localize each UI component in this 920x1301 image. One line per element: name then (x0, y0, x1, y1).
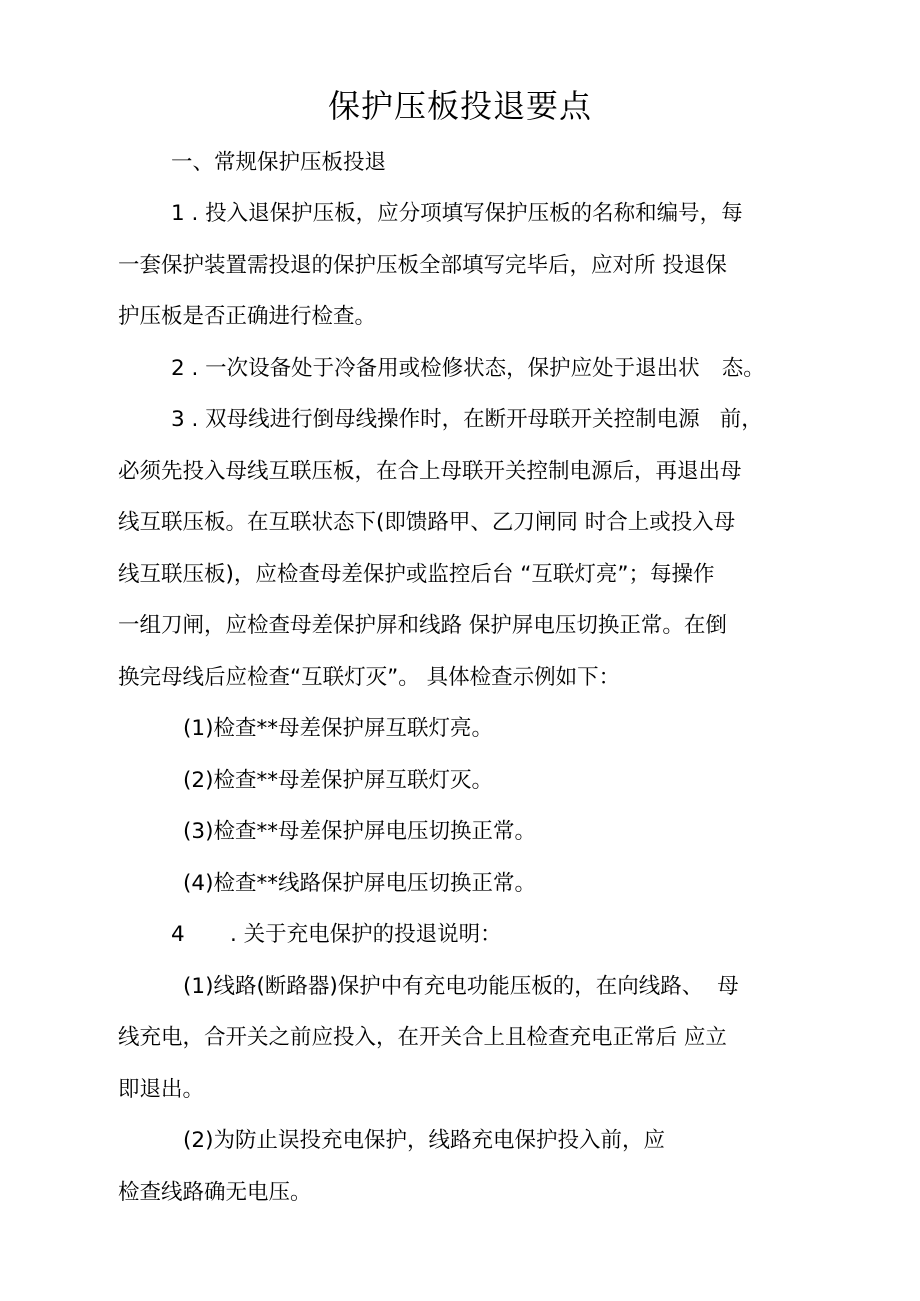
item4-sub1-line1 (183, 972, 739, 1002)
item4-heading: . 关于充电保护的投退说明： (230, 922, 502, 947)
item3-line1a: 3 . 双母线进行倒母线操作时，在断开母联开关控制电源 (171, 407, 700, 432)
item4-sub1-line1a: (1)线路(断路器)保护中有充电功能压板的，在向线路、 (183, 974, 704, 999)
section-heading: 一、常规保护压板投退 (171, 150, 387, 175)
item3-line2: 必须先投入母线互联压板，在合上母联开关控制电源后，再退出母 (118, 459, 742, 484)
item3-line1b: 前， (719, 407, 763, 432)
item2-line1 (171, 354, 765, 384)
item4-number: 4 (171, 922, 185, 947)
item1-line3: 护压板是否正确进行检查。 (118, 304, 377, 329)
item1-line2: 一套保护装置需投退的保护压板全部填写完毕后，应对所 投退保 (118, 253, 727, 278)
item3-line6: 换完母线后应检查“互联灯灭”。 具体检查示例如下： (118, 665, 621, 690)
item2-line1a: 2 . 一次设备处于冷备用或检修状态，保护应处于退出状 (171, 356, 700, 381)
item4-sub1-line1b: 母 (717, 974, 739, 999)
item3-line5: 一组刀闸，应检查母差保护屏和线路 保护屏电压切换正常。在倒 (118, 613, 727, 638)
item3-line4: 线互联压板)，应检查母差保护或监控后台 “互联灯亮”；每操作 (118, 562, 715, 587)
example-item-1: (1)检查**母差保护屏互联灯亮。 (183, 716, 493, 741)
item2-line1b: 态。 (721, 356, 765, 381)
document-title: 保护压板投退要点 (327, 87, 592, 125)
item1-line1: 1 . 投入退保护压板，应分项填写保护压板的名称和编号，每 (171, 201, 743, 226)
item4-sub2-line2: 检查线路确无电压。 (118, 1180, 312, 1205)
example-item-4: (4)检查**线路保护屏电压切换正常。 (183, 871, 536, 896)
item4-sub1-line3: 即退出。 (118, 1077, 205, 1102)
item4-sub2-line1: (2)为防止误投充电保护，线路充电保护投入前，应 (183, 1128, 665, 1153)
item4-sub1-line2: 线充电，合开关之前应投入，在开关合上且检查充电正常后 应立 (118, 1025, 727, 1050)
item3-line1 (171, 405, 763, 435)
example-item-3: (3)检查**母差保护屏电压切换正常。 (183, 819, 536, 844)
example-item-2: (2)检查**母差保护屏互联灯灭。 (183, 768, 493, 793)
item3-line3: 线互联压板。在互联状态下(即馈路甲、乙刀闸同 时合上或投入母 (118, 510, 736, 535)
